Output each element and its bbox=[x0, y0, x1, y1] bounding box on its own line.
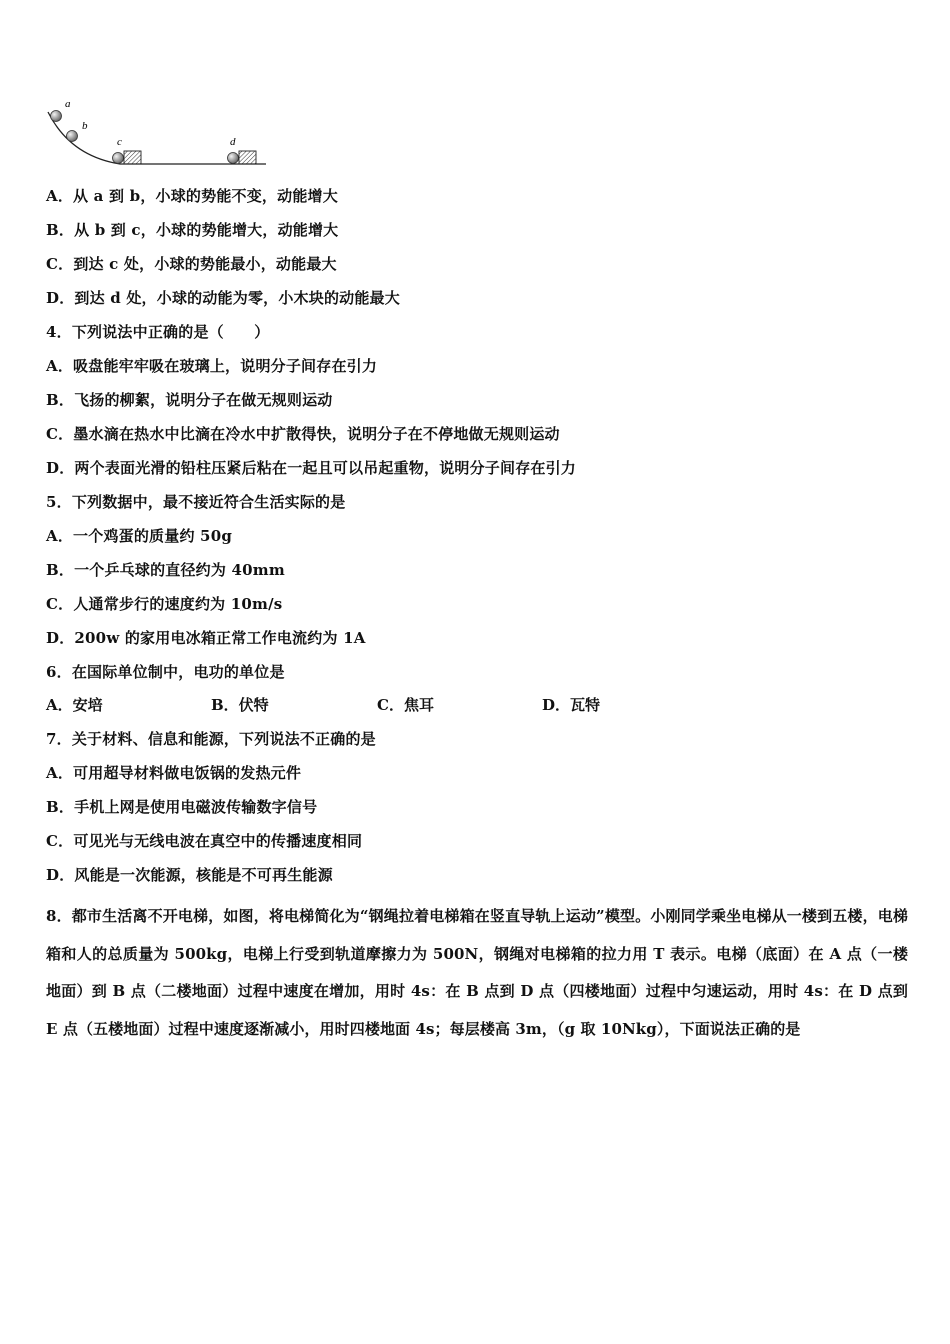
q5-option-d: D．200w 的家用电冰箱正常工作电流约为 1A bbox=[46, 629, 366, 647]
q3-option-d: D．到达 d 处，小球的动能为零，小木块的动能最大 bbox=[46, 289, 400, 307]
q3-option-c: C．到达 c 处，小球的势能最小，动能最大 bbox=[46, 255, 337, 273]
q6-option-a: A．安培 bbox=[46, 696, 103, 714]
ball-c bbox=[113, 153, 124, 164]
label-b: b bbox=[82, 120, 88, 132]
q6-option-b: B．伏特 bbox=[211, 696, 269, 714]
block-d bbox=[239, 151, 256, 164]
q4-stem: 4．下列说法中正确的是（ ） bbox=[46, 323, 270, 341]
q3-option-b: B．从 b 到 c，小球的势能增大，动能增大 bbox=[46, 221, 339, 239]
q5-stem: 5．下列数据中，最不接近符合生活实际的是 bbox=[46, 493, 346, 511]
q4-option-b: B．飞扬的柳絮，说明分子在做无规则运动 bbox=[46, 391, 333, 409]
q8-stem: 8．都市生活离不开电梯，如图，将电梯简化为“钢绳拉着电梯箱在竖直导轨上运动”模型。小刚同学乘坐电梯从一楼到五楼，电梯箱和人的总质量为 500kg，电梯上行受到轨道摩擦力为 500N，钢绳对电梯箱的拉力用 T 表示。电梯（底面）在 A 点（一楼地面）到 B 点（二楼地面）过程中速度在增加，用时 4s：在 B 点到 D 点（四楼地面）过程中匀速运动，用时 4s：在 D 点到 E 点（五楼地面）过程中速度逐渐减小，用时四楼地面 4s；每层楼高 3m，（g 取 10Nkg），下面说法正确的是 bbox=[46, 907, 908, 1038]
label-c: c bbox=[117, 136, 122, 148]
q6-options-row bbox=[46, 695, 746, 715]
track-diagram bbox=[40, 94, 272, 170]
q4-option-d: D．两个表面光滑的铅柱压紧后粘在一起且可以吊起重物，说明分子间存在引力 bbox=[46, 459, 577, 477]
q5-option-a: A．一个鸡蛋的质量约 50g bbox=[46, 527, 233, 545]
block-c bbox=[124, 151, 141, 164]
ball-b bbox=[67, 131, 78, 142]
ball-a bbox=[51, 111, 62, 122]
q7-option-c: C．可见光与无线电波在真空中的传播速度相同 bbox=[46, 832, 363, 850]
q7-option-a: A．可用超导材料做电饭锅的发热元件 bbox=[46, 764, 302, 782]
q6-option-d: D．瓦特 bbox=[542, 696, 601, 714]
label-d: d bbox=[230, 136, 236, 148]
q7-option-b: B．手机上网是使用电磁波传输数字信号 bbox=[46, 798, 318, 816]
label-a: a bbox=[65, 98, 71, 110]
q4-option-c: C．墨水滴在热水中比滴在冷水中扩散得快，说明分子在不停地做无规则运动 bbox=[46, 425, 560, 443]
q5-option-b: B．一个乒乓球的直径约为 40mm bbox=[46, 561, 285, 579]
ball-d bbox=[228, 153, 239, 164]
q6-stem: 6．在国际单位制中，电功的单位是 bbox=[46, 663, 285, 681]
q7-stem: 7．关于材料、信息和能源，下列说法不正确的是 bbox=[46, 730, 376, 748]
q4-option-a: A．吸盘能牢牢吸在玻璃上，说明分子间存在引力 bbox=[46, 357, 378, 375]
q3-option-a: A．从 a 到 b，小球的势能不变，动能增大 bbox=[46, 187, 338, 205]
q7-option-d: D．风能是一次能源，核能是不可再生能源 bbox=[46, 866, 333, 884]
q5-option-c: C．人通常步行的速度约为 10m/s bbox=[46, 595, 283, 613]
q6-option-c: C．焦耳 bbox=[377, 696, 434, 714]
